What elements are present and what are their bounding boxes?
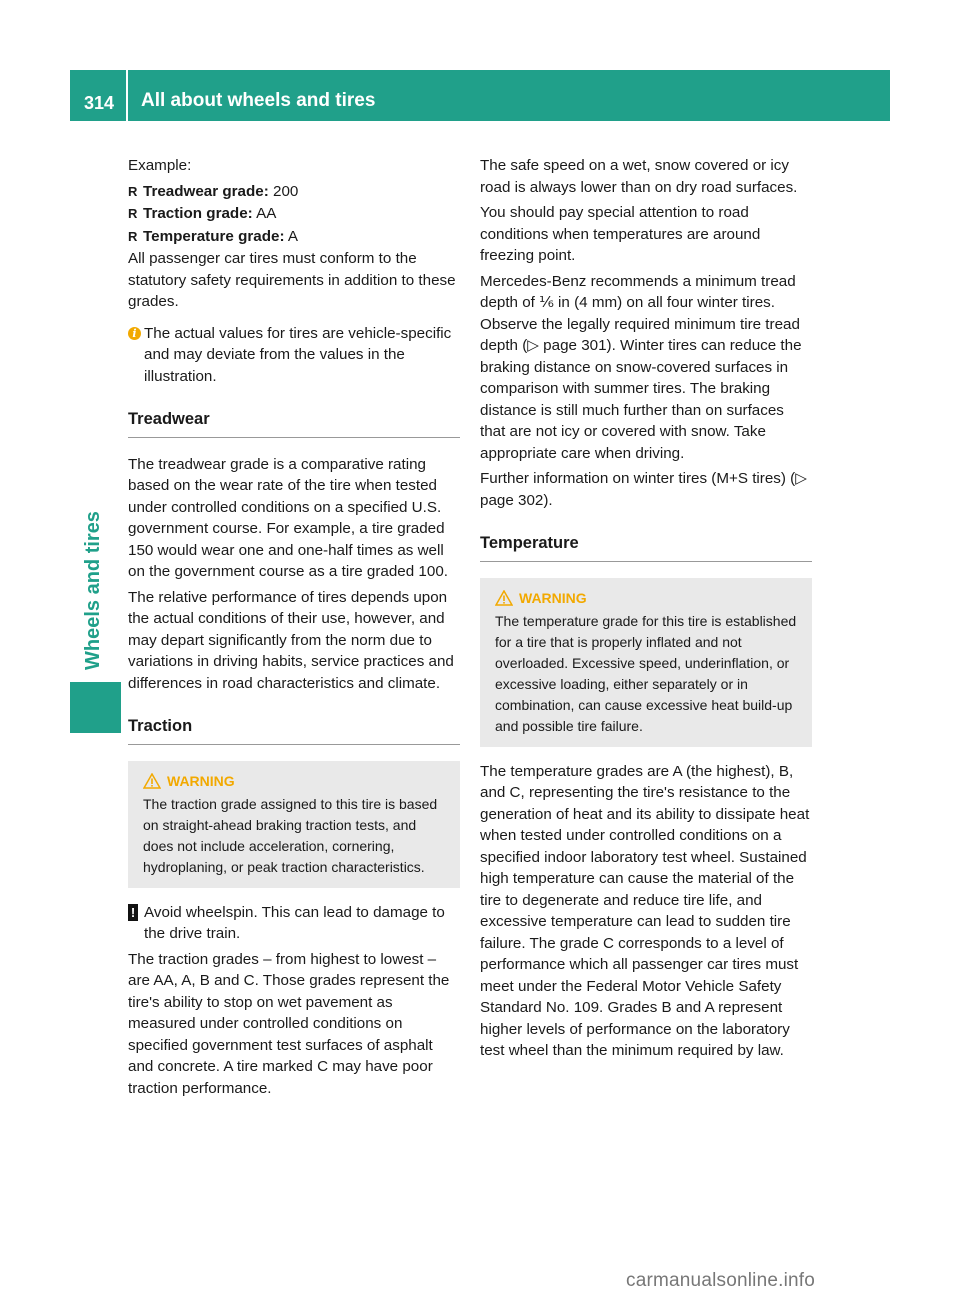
damage-note <box>128 902 460 945</box>
winter-paragraph: Further information on winter tires (M+S tires) (▷ page 302). <box>480 470 807 509</box>
temperature-warning-box <box>480 578 812 747</box>
warning-heading <box>143 771 450 792</box>
winter-paragraph: The safe speed on a wet, snow covered or icy road is always lower than on dry road surfaces. <box>480 157 798 196</box>
temperature-paragraph: The temperature grades are A (the highest), B, and C, representing the tire's resistance to the generation of heat and its ability to dissipate heat when tested under controlled conditions on a specified indoor laboratory test wheel. Sustained high temperature can cause the material of the tire to degenerate and reduce tire life, and excessive temperature can lead to sudden tire failure. The grade C corresponds to a level of performance which all passenger car tires must meet under the Federal Motor Vehicle Safety Standard No. 109. Grades B and A represent higher levels of performance on the laboratory test wheel than the minimum required by law. <box>480 762 810 1059</box>
grade-label: Treadwear grade: <box>143 182 269 200</box>
warning-label: WARNING <box>519 589 587 606</box>
treadwear-paragraph: The relative performance of tires depends upon the actual conditions of their use, however, and may depart significantly from the norm due to variations in driving habits, service practices and differences in road characteristics and climate. <box>128 588 454 692</box>
exclamation-icon: ! <box>128 904 138 921</box>
winter-paragraph: Mercedes-Benz recommends a minimum tread depth of ⅙ in (4 mm) on all four winter tires. Observe the legally required minimum tire tread depth (▷ page 301). Winter tires can reduce the braking distance on snow-covered surfaces in comparison with summer tires. The braking distance is still much further than on surfaces that are not icy or covered with snow. Take appropriate care when driving. <box>480 272 802 462</box>
section-title-treadwear: Treadwear <box>128 409 460 438</box>
grade-label: Temperature grade: <box>143 227 285 245</box>
side-tab-marker <box>70 682 121 733</box>
page-title: All about wheels and tires <box>141 90 376 111</box>
grade-label: Traction grade: <box>143 205 253 222</box>
grade-list <box>128 181 460 248</box>
section-title-traction: Traction <box>128 716 460 745</box>
page-number: 314 <box>84 93 115 113</box>
info-note <box>128 323 460 388</box>
list-item <box>128 203 460 225</box>
grade-value: AA <box>252 205 277 222</box>
info-text: The actual values for tires are vehicle-specific and may deviate from the values in the illustration. <box>144 324 452 385</box>
section-title-temperature: Temperature <box>480 533 812 562</box>
header-divider <box>126 70 128 121</box>
warning-triangle-icon <box>143 773 161 789</box>
traction-paragraph: The traction grades – from highest to lowest – are AA, A, B and C. Those grades represent the tire's ability to stop on wet pavement as measured under controlled conditions on specified government test surfaces of asphalt and concrete. A tire marked C may have poor traction performance. <box>128 950 450 1097</box>
grade-value: 200 <box>268 182 299 200</box>
list-item <box>128 181 460 203</box>
grade-value: A <box>284 227 299 245</box>
side-tab-label: Wheels and tires <box>82 511 104 670</box>
left-column <box>128 155 460 1103</box>
example-label: Example: <box>128 157 192 174</box>
treadwear-paragraph: The treadwear grade is a comparative rating based on the wear rate of the tire when tested under controlled conditions on a specified U.S. government course. For example, a tire graded 150 would wear one and one-half times as well on the government course as a tire graded 100. <box>128 455 448 580</box>
winter-paragraph: You should pay special attention to road conditions when temperatures are around freezing point. <box>480 204 761 264</box>
conform-text: All passenger car tires must conform to the statutory safety requirements in addition to these grades. <box>128 250 456 310</box>
footer-watermark: carmanualsonline.info <box>626 1270 816 1291</box>
traction-warning-box <box>128 761 460 888</box>
warning-text: The temperature grade for this tire is established for a tire that is properly inflated and not overloaded. Excessive speed, underinflation, or excessive loading, either separately or in combination, can cause excessive heat build-up and possible tire failure. <box>495 612 797 734</box>
right-column <box>480 155 812 1066</box>
list-item <box>128 226 460 248</box>
warning-heading <box>495 588 802 609</box>
warning-label: WARNING <box>167 772 235 789</box>
warning-text: The traction grade assigned to this tire is based on straight-ahead braking traction tests, and does not include acceleration, cornering, hydroplaning, or peak traction characteristics. <box>143 795 438 875</box>
note-text: Avoid wheelspin. This can lead to damage to the drive train. <box>144 903 445 942</box>
warning-triangle-icon <box>495 590 513 606</box>
info-icon: i <box>128 327 141 340</box>
